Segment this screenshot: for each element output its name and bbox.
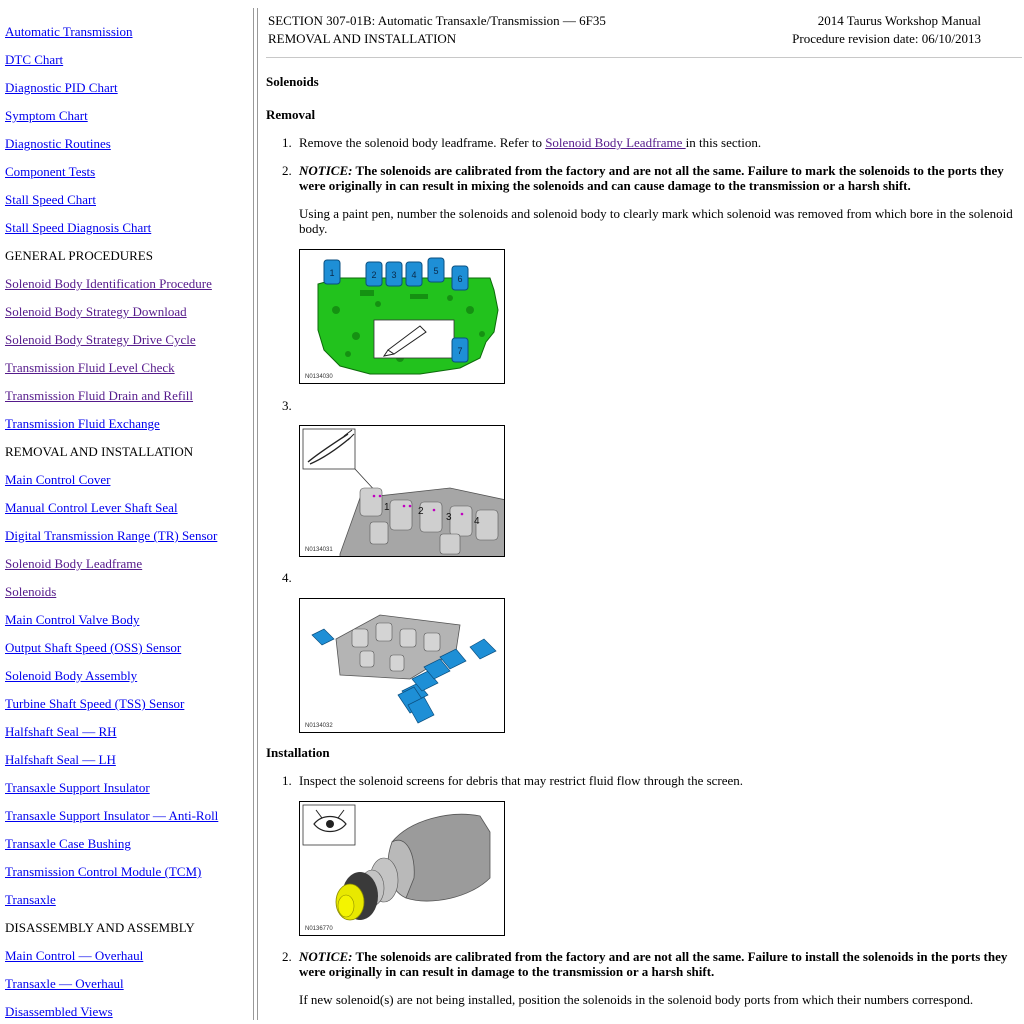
sidebar-link[interactable]: Transmission Fluid Level Check: [5, 360, 175, 375]
frame-divider[interactable]: [253, 8, 258, 1020]
solenoid-number-label: 4: [474, 516, 480, 527]
sidebar-link[interactable]: Digital Transmission Range (TR) Sensor: [5, 528, 218, 543]
solenoid-number-label: 3: [391, 270, 397, 280]
sidebar-heading: REMOVAL AND INSTALLATION: [5, 444, 194, 459]
install-notice: [299, 949, 1022, 979]
install-step-1-number: 1.: [282, 773, 292, 788]
notice-label: NOTICE:: [299, 163, 353, 178]
removal-step-4-number: 4.: [282, 570, 292, 585]
solenoid-number-label: 7: [457, 346, 463, 356]
solenoid-number-label: 2: [418, 506, 424, 517]
figure-code: N0136770: [305, 926, 333, 932]
sidebar-link[interactable]: Disassembled Views: [5, 1004, 113, 1019]
install-step-2-text: If new solenoid(s) are not being installed, position the solenoids in the solenoid body ports from which their numbers correspond.: [299, 992, 974, 1007]
sidebar-heading: GENERAL PROCEDURES: [5, 248, 153, 263]
notice-text: The solenoids are calibrated from the factory and are not all the same. Failure to mark the solenoids to the ports they were originally in can result in mixing the solenoids and can cause damage to the transmission or a harsh shift.: [299, 163, 1004, 193]
removal-step-1-number: 1.: [282, 135, 292, 150]
header-rule: [266, 57, 1022, 58]
install-step-1: Inspect the solenoid screens for debris that may restrict fluid flow through the screen.: [299, 773, 744, 788]
step-1-text: Remove the solenoid body leadframe. Refer to: [299, 135, 546, 150]
sidebar-link[interactable]: Main Control — Overhaul: [5, 948, 144, 963]
remove-clips-illustration: [300, 426, 505, 557]
solenoid-number-label: 6: [457, 274, 463, 284]
revision-date: Procedure revision date: 06/10/2013: [792, 31, 981, 46]
sidebar-link[interactable]: Solenoid Body Identification Procedure: [5, 276, 212, 291]
sidebar-link[interactable]: Stall Speed Chart: [5, 192, 96, 207]
removal-step-2-number: 2.: [282, 163, 292, 178]
solenoid-number-label: 3: [446, 512, 452, 523]
subsection-title: REMOVAL AND INSTALLATION: [268, 31, 457, 46]
sidebar-link[interactable]: Solenoid Body Strategy Download: [5, 304, 187, 319]
solenoid-number-label: 1: [384, 502, 390, 513]
removal-step-1: [299, 135, 1022, 150]
sidebar-link[interactable]: Main Control Cover: [5, 472, 111, 487]
solenoid-number-label: 2: [371, 270, 377, 280]
sidebar-link[interactable]: Solenoids: [5, 584, 57, 599]
sidebar-link[interactable]: Solenoid Body Strategy Drive Cycle: [5, 332, 196, 347]
sidebar-link[interactable]: Turbine Shaft Speed (TSS) Sensor: [5, 696, 185, 711]
sidebar-link[interactable]: Automatic Transmission: [5, 24, 133, 39]
solenoid-number-label: 5: [433, 266, 439, 276]
solenoid-screen-illustration: [300, 802, 505, 936]
installation-heading: Installation: [266, 745, 330, 760]
solenoid-number-label: 4: [411, 270, 417, 280]
sidebar-link[interactable]: Main Control Valve Body: [5, 612, 140, 627]
sidebar-link[interactable]: Transaxle: [5, 892, 56, 907]
sidebar-link[interactable]: Solenoid Body Assembly: [5, 668, 138, 683]
removal-notice: [299, 163, 1022, 193]
notice-label: NOTICE:: [299, 949, 353, 964]
solenoid-body-leadframe-link[interactable]: Solenoid Body Leadframe: [545, 135, 686, 150]
figure-remove-clips: [299, 425, 505, 557]
figure-code: N0134030: [305, 374, 333, 380]
figure-solenoid-screen: [299, 801, 505, 936]
page-title: Solenoids: [266, 74, 319, 89]
main-content: [266, 0, 1022, 1024]
sidebar-link[interactable]: Transmission Control Module (TCM): [5, 864, 202, 879]
manual-title: 2014 Taurus Workshop Manual: [817, 13, 981, 28]
sidebar-link[interactable]: Component Tests: [5, 164, 96, 179]
step-1-text-end: in this section.: [685, 135, 762, 150]
sidebar-link[interactable]: Transmission Fluid Drain and Refill: [5, 388, 194, 403]
sidebar-link[interactable]: Transmission Fluid Exchange: [5, 416, 160, 431]
sidebar-link[interactable]: Transaxle Case Bushing: [5, 836, 131, 851]
install-step-2-number: 2.: [282, 949, 292, 964]
sidebar-link[interactable]: Transaxle — Overhaul: [5, 976, 124, 991]
sidebar-link[interactable]: Transaxle Support Insulator: [5, 780, 150, 795]
sidebar-link[interactable]: Halfshaft Seal — RH: [5, 724, 117, 739]
removal-step-3-number: 3.: [282, 398, 292, 413]
section-title: SECTION 307-01B: Automatic Transaxle/Transmission — 6F35: [268, 13, 606, 28]
solenoid-number-label: 1: [329, 268, 335, 278]
figure-solenoid-body: [299, 249, 505, 384]
notice-text: The solenoids are calibrated from the factory and are not all the same. Failure to install the solenoids in the ports they were originally in can result in damage to the transmission or a harsh shift.: [299, 949, 1008, 979]
sidebar-link[interactable]: Symptom Chart: [5, 108, 88, 123]
figure-code: N0134031: [305, 547, 333, 553]
sidebar-link[interactable]: Diagnostic PID Chart: [5, 80, 118, 95]
sidebar-nav: [0, 0, 250, 1024]
sidebar-link[interactable]: Halfshaft Seal — LH: [5, 752, 116, 767]
sidebar-link[interactable]: Transaxle Support Insulator — Anti-Roll: [5, 808, 219, 823]
sidebar-link[interactable]: Stall Speed Diagnosis Chart: [5, 220, 152, 235]
solenoid-body-illustration: [300, 250, 505, 384]
sidebar-link[interactable]: DTC Chart: [5, 52, 64, 67]
sidebar-heading: DISASSEMBLY AND ASSEMBLY: [5, 920, 195, 935]
figure-code: N0134032: [305, 723, 333, 729]
figure-removed-solenoids: [299, 598, 505, 733]
removed-solenoids-illustration: [300, 599, 505, 733]
sidebar-link[interactable]: Output Shaft Speed (OSS) Sensor: [5, 640, 182, 655]
removal-step-2-text: Using a paint pen, number the solenoids and solenoid body to clearly mark which solenoid was removed from which bore in the solenoid body.: [299, 206, 1013, 236]
sidebar-link[interactable]: Solenoid Body Leadframe: [5, 556, 143, 571]
sidebar-link[interactable]: Diagnostic Routines: [5, 136, 111, 151]
removal-heading: Removal: [266, 107, 316, 122]
sidebar-link[interactable]: Manual Control Lever Shaft Seal: [5, 500, 178, 515]
